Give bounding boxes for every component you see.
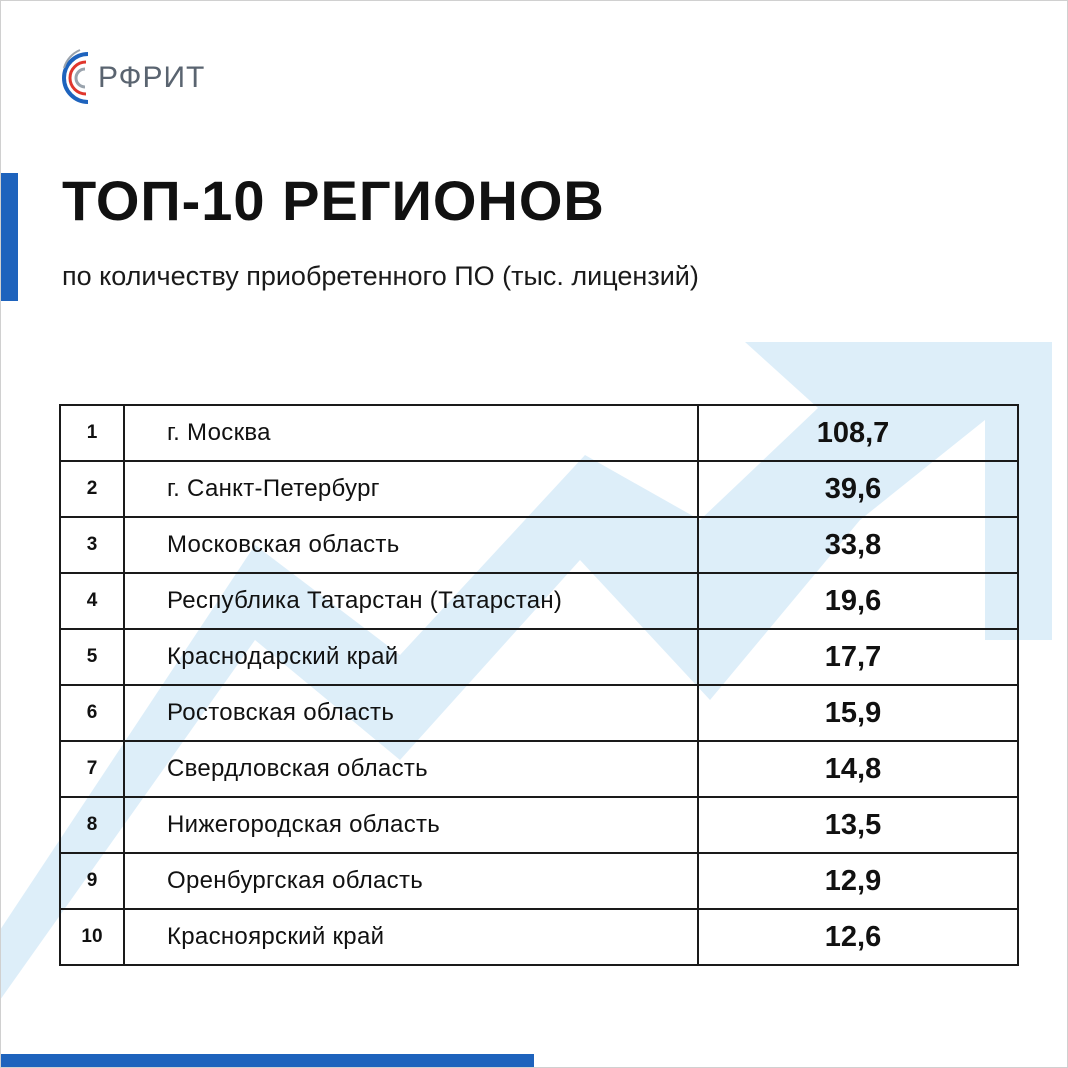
region-cell: Московская область — [124, 517, 698, 573]
region-cell: Свердловская область — [124, 741, 698, 797]
value-cell: 108,7 — [698, 405, 1018, 461]
page-title: ТОП-10 РЕГИОНОВ — [62, 169, 605, 232]
table-row — [60, 405, 1018, 461]
region-cell: г. Москва — [124, 405, 698, 461]
rank-cell: 1 — [60, 405, 124, 461]
region-cell: г. Санкт-Петербург — [124, 461, 698, 517]
region-cell: Нижегородская область — [124, 797, 698, 853]
rank-cell: 10 — [60, 909, 124, 965]
region-cell: Оренбургская область — [124, 853, 698, 909]
table-row — [60, 909, 1018, 965]
rank-cell: 4 — [60, 573, 124, 629]
logo-text: РФРИТ — [98, 61, 206, 94]
region-cell: Красноярский край — [124, 909, 698, 965]
rank-cell: 6 — [60, 685, 124, 741]
rank-cell: 5 — [60, 629, 124, 685]
region-cell: Краснодарский край — [124, 629, 698, 685]
value-cell: 17,7 — [698, 629, 1018, 685]
value-cell: 12,9 — [698, 853, 1018, 909]
rank-cell: 2 — [60, 461, 124, 517]
value-cell: 14,8 — [698, 741, 1018, 797]
value-cell: 13,5 — [698, 797, 1018, 853]
table-row — [60, 629, 1018, 685]
table-row — [60, 853, 1018, 909]
accent-bottom-bar — [0, 1054, 534, 1068]
page-subtitle: по количеству приобретенного ПО (тыс. лицензий) — [62, 261, 699, 291]
value-cell: 33,8 — [698, 517, 1018, 573]
accent-side-bar — [0, 173, 18, 301]
rank-cell: 9 — [60, 853, 124, 909]
rank-cell: 8 — [60, 797, 124, 853]
value-cell: 19,6 — [698, 573, 1018, 629]
value-cell: 39,6 — [698, 461, 1018, 517]
table-row — [60, 685, 1018, 741]
value-cell: 15,9 — [698, 685, 1018, 741]
value-cell: 12,6 — [698, 909, 1018, 965]
regions-table — [59, 404, 1019, 966]
table-row — [60, 517, 1018, 573]
rank-cell: 7 — [60, 741, 124, 797]
logo — [58, 46, 205, 110]
region-cell: Ростовская область — [124, 685, 698, 741]
table-row — [60, 461, 1018, 517]
rank-cell: 3 — [60, 517, 124, 573]
table-row — [60, 797, 1018, 853]
logo-arcs-icon — [58, 46, 102, 110]
table-row — [60, 741, 1018, 797]
region-cell: Республика Татарстан (Татарстан) — [124, 573, 698, 629]
table-row — [60, 573, 1018, 629]
